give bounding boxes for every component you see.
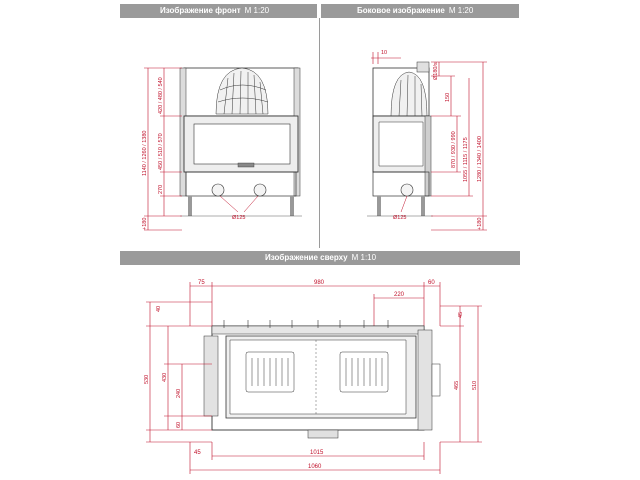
top-dim-75: 75: [198, 280, 205, 286]
top-dim-980: 980: [314, 280, 325, 286]
top-dim-45-left: 45: [194, 450, 201, 456]
top-grate-left: [246, 352, 294, 392]
top-dim-60-low: 60: [176, 421, 182, 428]
side-base: [373, 172, 429, 196]
side-dim-10: 10: [381, 50, 388, 56]
side-pipe-diameter: Ø125: [393, 215, 407, 221]
top-dim-240: 240: [176, 388, 182, 398]
top-dim-220: 220: [394, 292, 405, 298]
front-view-header: [120, 4, 317, 18]
side-dome: [391, 72, 427, 116]
top-dim-1060: 1060: [308, 464, 322, 470]
front-leg-left: [188, 196, 192, 216]
top-view-header: [120, 251, 520, 265]
side-pipe: [401, 184, 413, 196]
side-dim-mid-a: 870 / 930 / 990: [451, 131, 457, 168]
top-dim-45-right: 45: [458, 311, 464, 318]
top-front-handle: [308, 430, 338, 438]
top-dim-530: 530: [144, 374, 150, 384]
side-dim-total: 1280 / 1340 / 1400: [477, 136, 483, 182]
side-leg-left: [377, 196, 381, 216]
front-handle: [238, 163, 254, 167]
top-dim-430: 430: [162, 372, 168, 382]
side-view-scale: M 1:20: [448, 6, 474, 15]
top-dim-40: 40: [156, 305, 162, 312]
top-grate-right: [340, 352, 388, 392]
side-view-header: [321, 4, 519, 18]
top-dim-60: 60: [428, 280, 435, 286]
side-dim-150: 150: [445, 92, 451, 102]
front-dim-upper: 420 / 480 / 540: [158, 77, 164, 114]
top-dim-465: 465: [454, 380, 460, 390]
front-view-scale: M 1:20: [244, 6, 270, 15]
side-view-drawing: [321, 18, 519, 250]
front-glass: [194, 124, 290, 164]
front-pipe-left: [212, 184, 224, 196]
front-total-heights: 1140 / 1260 / 1380: [142, 130, 148, 176]
front-view-drawing: [120, 18, 320, 250]
top-side-handle: [432, 364, 440, 396]
top-dim-510: 510: [472, 380, 478, 390]
top-right-wall: [418, 330, 432, 430]
top-view-title: Изображение сверху: [265, 253, 348, 262]
side-view-title: Боковое изображение: [357, 6, 445, 15]
side-right-plate: [425, 116, 431, 196]
front-pipe-right: [254, 184, 266, 196]
front-dome: [216, 68, 268, 114]
side-leg-right: [421, 196, 425, 216]
front-base: [186, 172, 296, 196]
front-dim-lower: 270: [158, 184, 164, 194]
front-dim-base: +180: [142, 217, 148, 230]
front-pipe-diameter: Ø125: [232, 215, 246, 221]
side-dim-base: +180: [477, 217, 483, 230]
side-outlet: [417, 62, 429, 72]
front-view-title: Изображение фронт: [160, 6, 241, 15]
front-dim-middle: 450 / 510 / 570: [158, 133, 164, 170]
side-dim-mid-b: 1055 / 1115 / 1175: [463, 137, 469, 182]
side-dim-outlet: Ø180/s: [433, 62, 439, 80]
top-dim-1015: 1015: [310, 450, 324, 456]
top-view-scale: M 1:10: [351, 253, 377, 262]
front-leg-right: [290, 196, 294, 216]
top-view-drawing: [120, 266, 520, 476]
top-left-wall: [204, 336, 218, 416]
